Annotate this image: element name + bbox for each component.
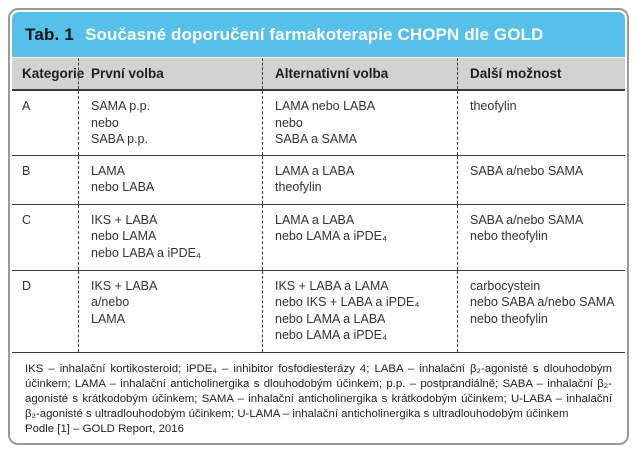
cell-line: A xyxy=(22,99,31,113)
cell-line: SAMA p.p. xyxy=(91,99,151,113)
cell-line: LAMA a LABA xyxy=(275,212,355,227)
table-header xyxy=(12,12,625,57)
cell-line: nebo LAMA a iPDE₄ xyxy=(275,229,388,243)
column-header-prvni-volba: První volba xyxy=(78,58,262,89)
column-header-dalsi-moznost: Další možnost xyxy=(457,58,625,89)
cell-line: IKS + LABA xyxy=(91,278,158,293)
cell-line: nebo xyxy=(91,115,119,130)
other-option-cell xyxy=(457,91,625,155)
other-option-cell xyxy=(457,205,625,270)
column-header-row xyxy=(12,57,625,91)
first-choice-cell xyxy=(78,91,262,155)
other-option-cell xyxy=(457,271,625,352)
first-choice-cell xyxy=(78,271,262,352)
category-cell xyxy=(12,91,78,155)
cell-line: nebo LAMA a LABA xyxy=(275,311,386,326)
table-title: Současné doporučení farmakoterapie CHOPN dle GOLD xyxy=(85,24,544,44)
alternative-choice-cell xyxy=(262,271,457,352)
cell-line: LAMA a LABA xyxy=(275,163,355,178)
cell-line: SABA a/nebo SAMA xyxy=(470,163,584,178)
cell-line: nebo theofylin xyxy=(470,311,548,326)
category-cell xyxy=(12,156,78,204)
cell-line: SABA a SAMA xyxy=(275,132,357,146)
cell-line: nebo theofylin xyxy=(470,229,548,243)
abbreviation-legend: IKS – inhalační kortikosteroid; iPDE₄ – inhibitor fosfodiesterázy 4; LABA – inhalační β₂-agonisté s dlouhodobým účinkem; LAMA – inhalační anticholinergika s dlouhodobým účinkem; p.p. – postprandiálně; SABA – inhalační β₂-agonisté s krátkodobým účinkem; SAMA – inhalační anticholinergika s krátkodobým účinkem; U-LABA – inhalační β₂-agonisté s ultradlouhodobým účinkem; U-LAMA – inhalační anticholinergika s ultradlouhodobým účinkem xyxy=(25,362,612,420)
category-cell xyxy=(12,205,78,270)
table-body xyxy=(12,91,625,353)
cell-line: IKS + LABA xyxy=(91,212,158,227)
table-number-tag: Tab. 1 xyxy=(25,24,75,44)
cell-line: IKS + LABA a LAMA xyxy=(275,278,389,293)
cell-line: theofylin xyxy=(275,180,322,194)
column-header-kategorie: Kategorie xyxy=(22,66,85,81)
alternative-choice-cell xyxy=(262,91,457,155)
cell-line: nebo IKS + LABA a iPDE₄ xyxy=(275,295,420,309)
cell-line: C xyxy=(22,212,32,227)
alternative-choice-cell xyxy=(262,156,457,204)
cell-line: theofylin xyxy=(470,99,517,113)
first-choice-cell xyxy=(78,205,262,270)
table-card xyxy=(8,8,629,445)
category-cell xyxy=(12,271,78,352)
table-row xyxy=(12,91,625,156)
cell-line: nebo LABA xyxy=(91,180,155,194)
alternative-choice-cell xyxy=(262,205,457,270)
column-header-alternativni-volba: Alternativní volba xyxy=(262,58,457,89)
cell-line: SABA p.p. xyxy=(91,132,148,146)
cell-line: LAMA nebo LABA xyxy=(275,99,376,113)
cell-line: LAMA xyxy=(91,163,126,178)
cell-line: carbocystein xyxy=(470,278,541,293)
table-row xyxy=(12,205,625,271)
cell-line: B xyxy=(22,163,31,178)
table-row xyxy=(12,271,625,353)
table-row xyxy=(12,156,625,205)
cell-line: nebo xyxy=(275,115,303,130)
source-citation: Podle [1] – GOLD Report, 2016 xyxy=(25,422,184,435)
cell-line: D xyxy=(22,278,32,293)
footnote xyxy=(12,353,625,443)
cell-line: nebo SABA a/nebo SAMA xyxy=(470,295,615,309)
first-choice-cell xyxy=(78,156,262,204)
cell-line: nebo LAMA a iPDE₄ xyxy=(275,328,388,342)
other-option-cell xyxy=(457,156,625,204)
cell-line: a/nebo xyxy=(91,295,130,309)
cell-line: nebo LAMA xyxy=(91,229,157,243)
cell-line: LAMA xyxy=(91,311,126,326)
cell-line: SABA a/nebo SAMA xyxy=(470,212,584,227)
cell-line: nebo LABA a iPDE₄ xyxy=(91,245,202,260)
